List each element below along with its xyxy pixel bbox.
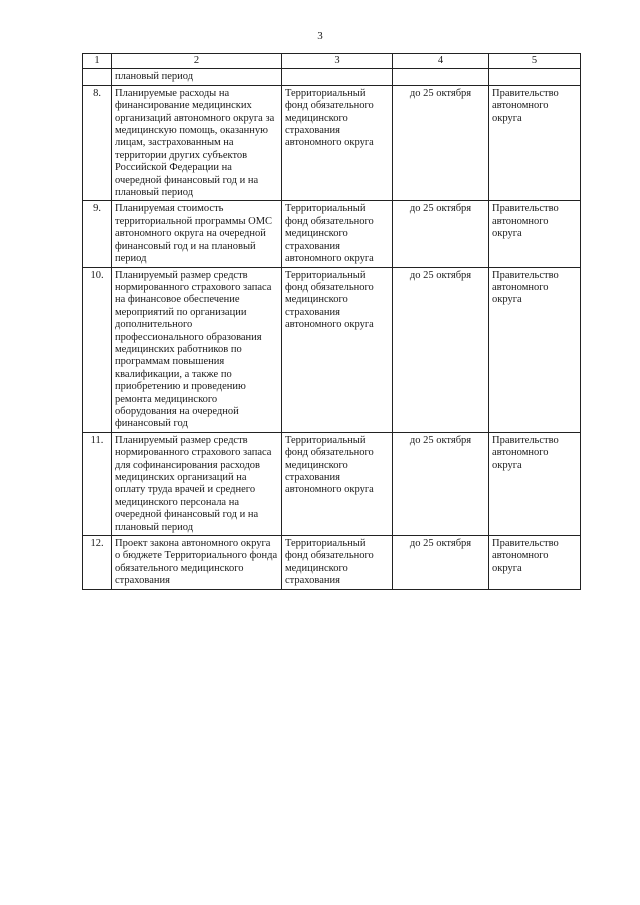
- table-row: [83, 432, 581, 535]
- row-executor: Территориальный фонд обязательного медицинского страхования автономного округа: [282, 267, 393, 432]
- row-number: 10.: [83, 267, 112, 432]
- schedule-table: [82, 53, 581, 590]
- row-deadline: до 25 октября: [393, 201, 489, 267]
- row-executor: [282, 69, 393, 85]
- column-header: 4: [393, 54, 489, 69]
- row-deadline: до 25 октября: [393, 536, 489, 590]
- table-row: [83, 536, 581, 590]
- table-row: [83, 85, 581, 201]
- row-text: Планируемая стоимость территориальной программы ОМС автономного округа на очередной финансовый год и на плановый период: [112, 201, 282, 267]
- row-deadline: [393, 69, 489, 85]
- row-deadline: до 25 октября: [393, 432, 489, 535]
- row-number: 11.: [83, 432, 112, 535]
- table-row: [83, 267, 581, 432]
- column-header: 2: [112, 54, 282, 69]
- page-number: 3: [317, 30, 323, 42]
- row-text: плановый период: [112, 69, 282, 85]
- row-deadline: до 25 октября: [393, 85, 489, 201]
- row-text: Планируемый размер средств нормированного страхового запаса для софинансирования расходов медицинских организаций на оплату труда врачей и среднего медицинского персонала на очередной финансовый год и на плановый период: [112, 432, 282, 535]
- column-header: 3: [282, 54, 393, 69]
- row-number: 8.: [83, 85, 112, 201]
- column-header: 1: [83, 54, 112, 69]
- row-recipient: Правительство автономного округа: [489, 85, 581, 201]
- row-executor: Территориальный фонд обязательного медицинского страхования автономного округа: [282, 432, 393, 535]
- row-text: Планируемые расходы на финансирование медицинских организаций автономного округа за медицинскую помощь, оказанную лицам, застрахованным на территории других субъектов Российской Федерации на очередной финансовый год и на плановый период: [112, 85, 282, 201]
- row-text: Планируемый размер средств нормированного страхового запаса на финансовое обеспечение мероприятий по организации дополнительного профессионального образования медицинских работников по программам повышения квалификации, а также по приобретению и проведению ремонта медицинского оборудования на очередной финансовый год: [112, 267, 282, 432]
- table-header-row: [83, 54, 581, 69]
- row-number: 9.: [83, 201, 112, 267]
- table-row-continuation: [83, 69, 581, 85]
- column-header: 5: [489, 54, 581, 69]
- row-recipient: Правительство автономного округа: [489, 432, 581, 535]
- row-executor: Территориальный фонд обязательного медицинского страхования: [282, 536, 393, 590]
- row-deadline: до 25 октября: [393, 267, 489, 432]
- row-executor: Территориальный фонд обязательного медицинского страхования автономного округа: [282, 201, 393, 267]
- row-number: 12.: [83, 536, 112, 590]
- row-executor: Территориальный фонд обязательного медицинского страхования автономного округа: [282, 85, 393, 201]
- row-number: [83, 69, 112, 85]
- row-recipient: Правительство автономного округа: [489, 267, 581, 432]
- table-row: [83, 201, 581, 267]
- row-recipient: [489, 69, 581, 85]
- row-text: Проект закона автономного округа о бюджете Территориального фонда обязательного медицинского страхования: [112, 536, 282, 590]
- row-recipient: Правительство автономного округа: [489, 201, 581, 267]
- row-recipient: Правительство автономного округа: [489, 536, 581, 590]
